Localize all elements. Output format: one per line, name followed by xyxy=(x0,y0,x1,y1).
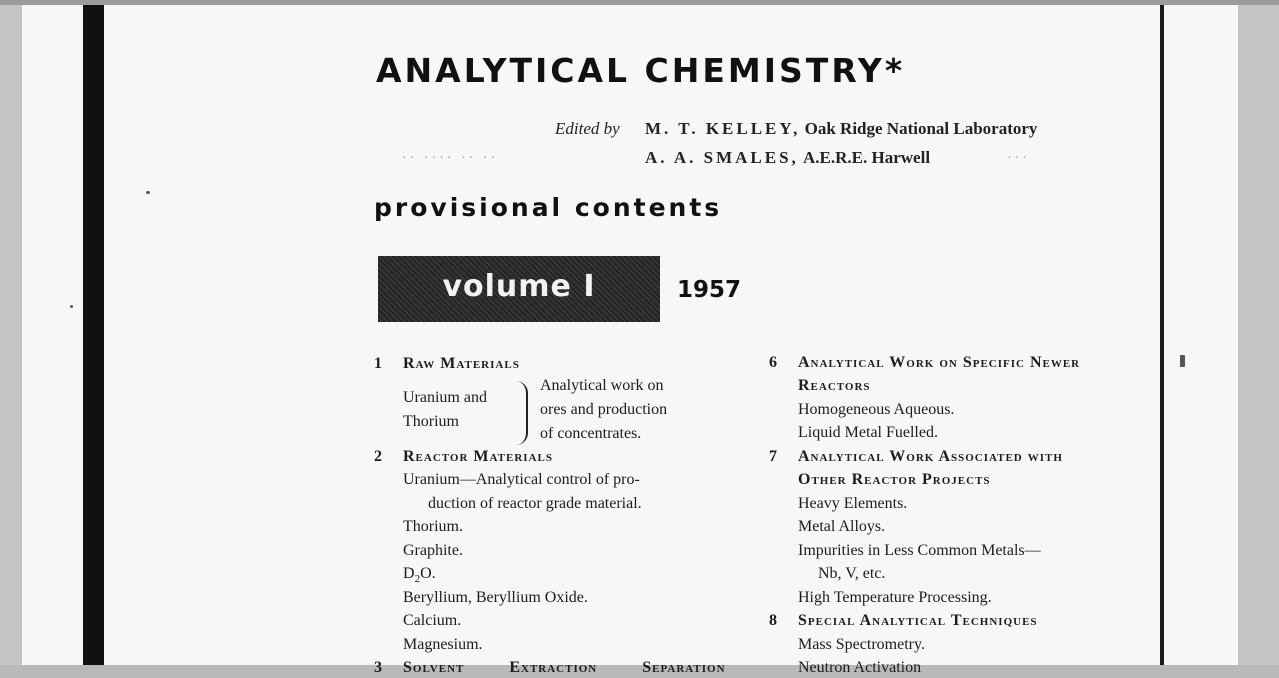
section-heading: Analytical Work Associated with xyxy=(798,448,1063,465)
section-number: 6 xyxy=(769,354,777,371)
editor-name: A. A. SMALES, xyxy=(645,148,799,167)
list-item: duction of reactor grade material. xyxy=(428,495,642,512)
editor-affiliation: A.E.R.E. Harwell xyxy=(803,148,931,167)
section-heading: Analytical Work on Specific Newer xyxy=(798,354,1081,371)
list-item: Beryllium, Beryllium Oxide. xyxy=(403,589,588,606)
list-item: Heavy Elements. xyxy=(798,495,908,512)
volume-banner xyxy=(378,256,660,322)
list-item: Neutron Activation xyxy=(798,659,922,676)
editor-2 xyxy=(645,148,930,168)
volume-label: volume I xyxy=(442,269,596,304)
raw-materials-subject: Thorium xyxy=(403,413,459,430)
scan-dots: ·· ···· ·· ·· xyxy=(402,151,499,166)
section-heading: Special Analytical Techniques xyxy=(798,612,1038,629)
editor-affiliation: Oak Ridge National Laboratory xyxy=(804,119,1038,138)
list-item: High Temperature Processing. xyxy=(798,589,992,606)
page-title: ANALYTICAL CHEMISTRY* xyxy=(376,51,906,90)
d2o-rest: O. xyxy=(420,565,436,582)
section-number: 8 xyxy=(769,612,777,629)
section-heading: Reactors xyxy=(798,377,871,394)
list-item: Magnesium. xyxy=(403,636,483,653)
raw-materials-note: ores and production xyxy=(540,401,668,418)
section-heading: Other Reactor Projects xyxy=(798,471,991,488)
scan-edge-left xyxy=(83,5,104,665)
scan-speck xyxy=(70,305,73,308)
section-number: 1 xyxy=(374,355,382,372)
list-item: Metal Alloys. xyxy=(798,518,886,535)
raw-materials-note: Analytical work on xyxy=(540,377,664,394)
list-item: Uranium—Analytical control of pro- xyxy=(403,471,640,488)
editor-name: M. T. KELLEY, xyxy=(645,119,801,138)
list-item: Calcium. xyxy=(403,612,462,629)
d2o-base: D xyxy=(403,565,415,582)
edited-by-label: Edited by xyxy=(555,119,620,138)
scan-speck xyxy=(1180,355,1185,367)
section-number: 3 xyxy=(374,659,382,676)
list-item-d2o xyxy=(403,564,436,589)
scan-dots: ··· xyxy=(1007,151,1030,166)
list-item: Homogeneous Aqueous. xyxy=(798,401,955,418)
section-number: 2 xyxy=(374,448,382,465)
list-item: Graphite. xyxy=(403,542,463,559)
raw-materials-note: of concentrates. xyxy=(540,425,642,442)
list-item: Nb, V, etc. xyxy=(818,565,886,582)
editor-1 xyxy=(645,119,1037,139)
list-item: Impurities in Less Common Metals— xyxy=(798,542,1041,559)
list-item: Mass Spectrometry. xyxy=(798,636,925,653)
list-item: Thorium. xyxy=(403,518,463,535)
d2o-subscript: 2 xyxy=(414,573,421,586)
volume-year: 1957 xyxy=(677,277,742,303)
page-subtitle: provisional contents xyxy=(374,193,723,222)
section-heading-raw-materials: Raw Materials xyxy=(403,355,520,372)
raw-materials-subject: Uranium and xyxy=(403,389,487,406)
section-number: 7 xyxy=(769,448,777,465)
viewer-gutter-right[interactable] xyxy=(1238,5,1279,665)
scanned-page[interactable] xyxy=(22,5,1238,676)
viewer-gutter-left xyxy=(0,5,22,665)
scan-speck xyxy=(146,191,150,194)
brace xyxy=(516,381,528,445)
list-item: Liquid Metal Fuelled. xyxy=(798,424,938,441)
scan-edge-right xyxy=(1160,5,1164,665)
section-heading-reactor-materials: Reactor Materials xyxy=(403,448,553,465)
section-heading-solvent-extraction: Solvent Extraction Separation xyxy=(403,659,726,676)
